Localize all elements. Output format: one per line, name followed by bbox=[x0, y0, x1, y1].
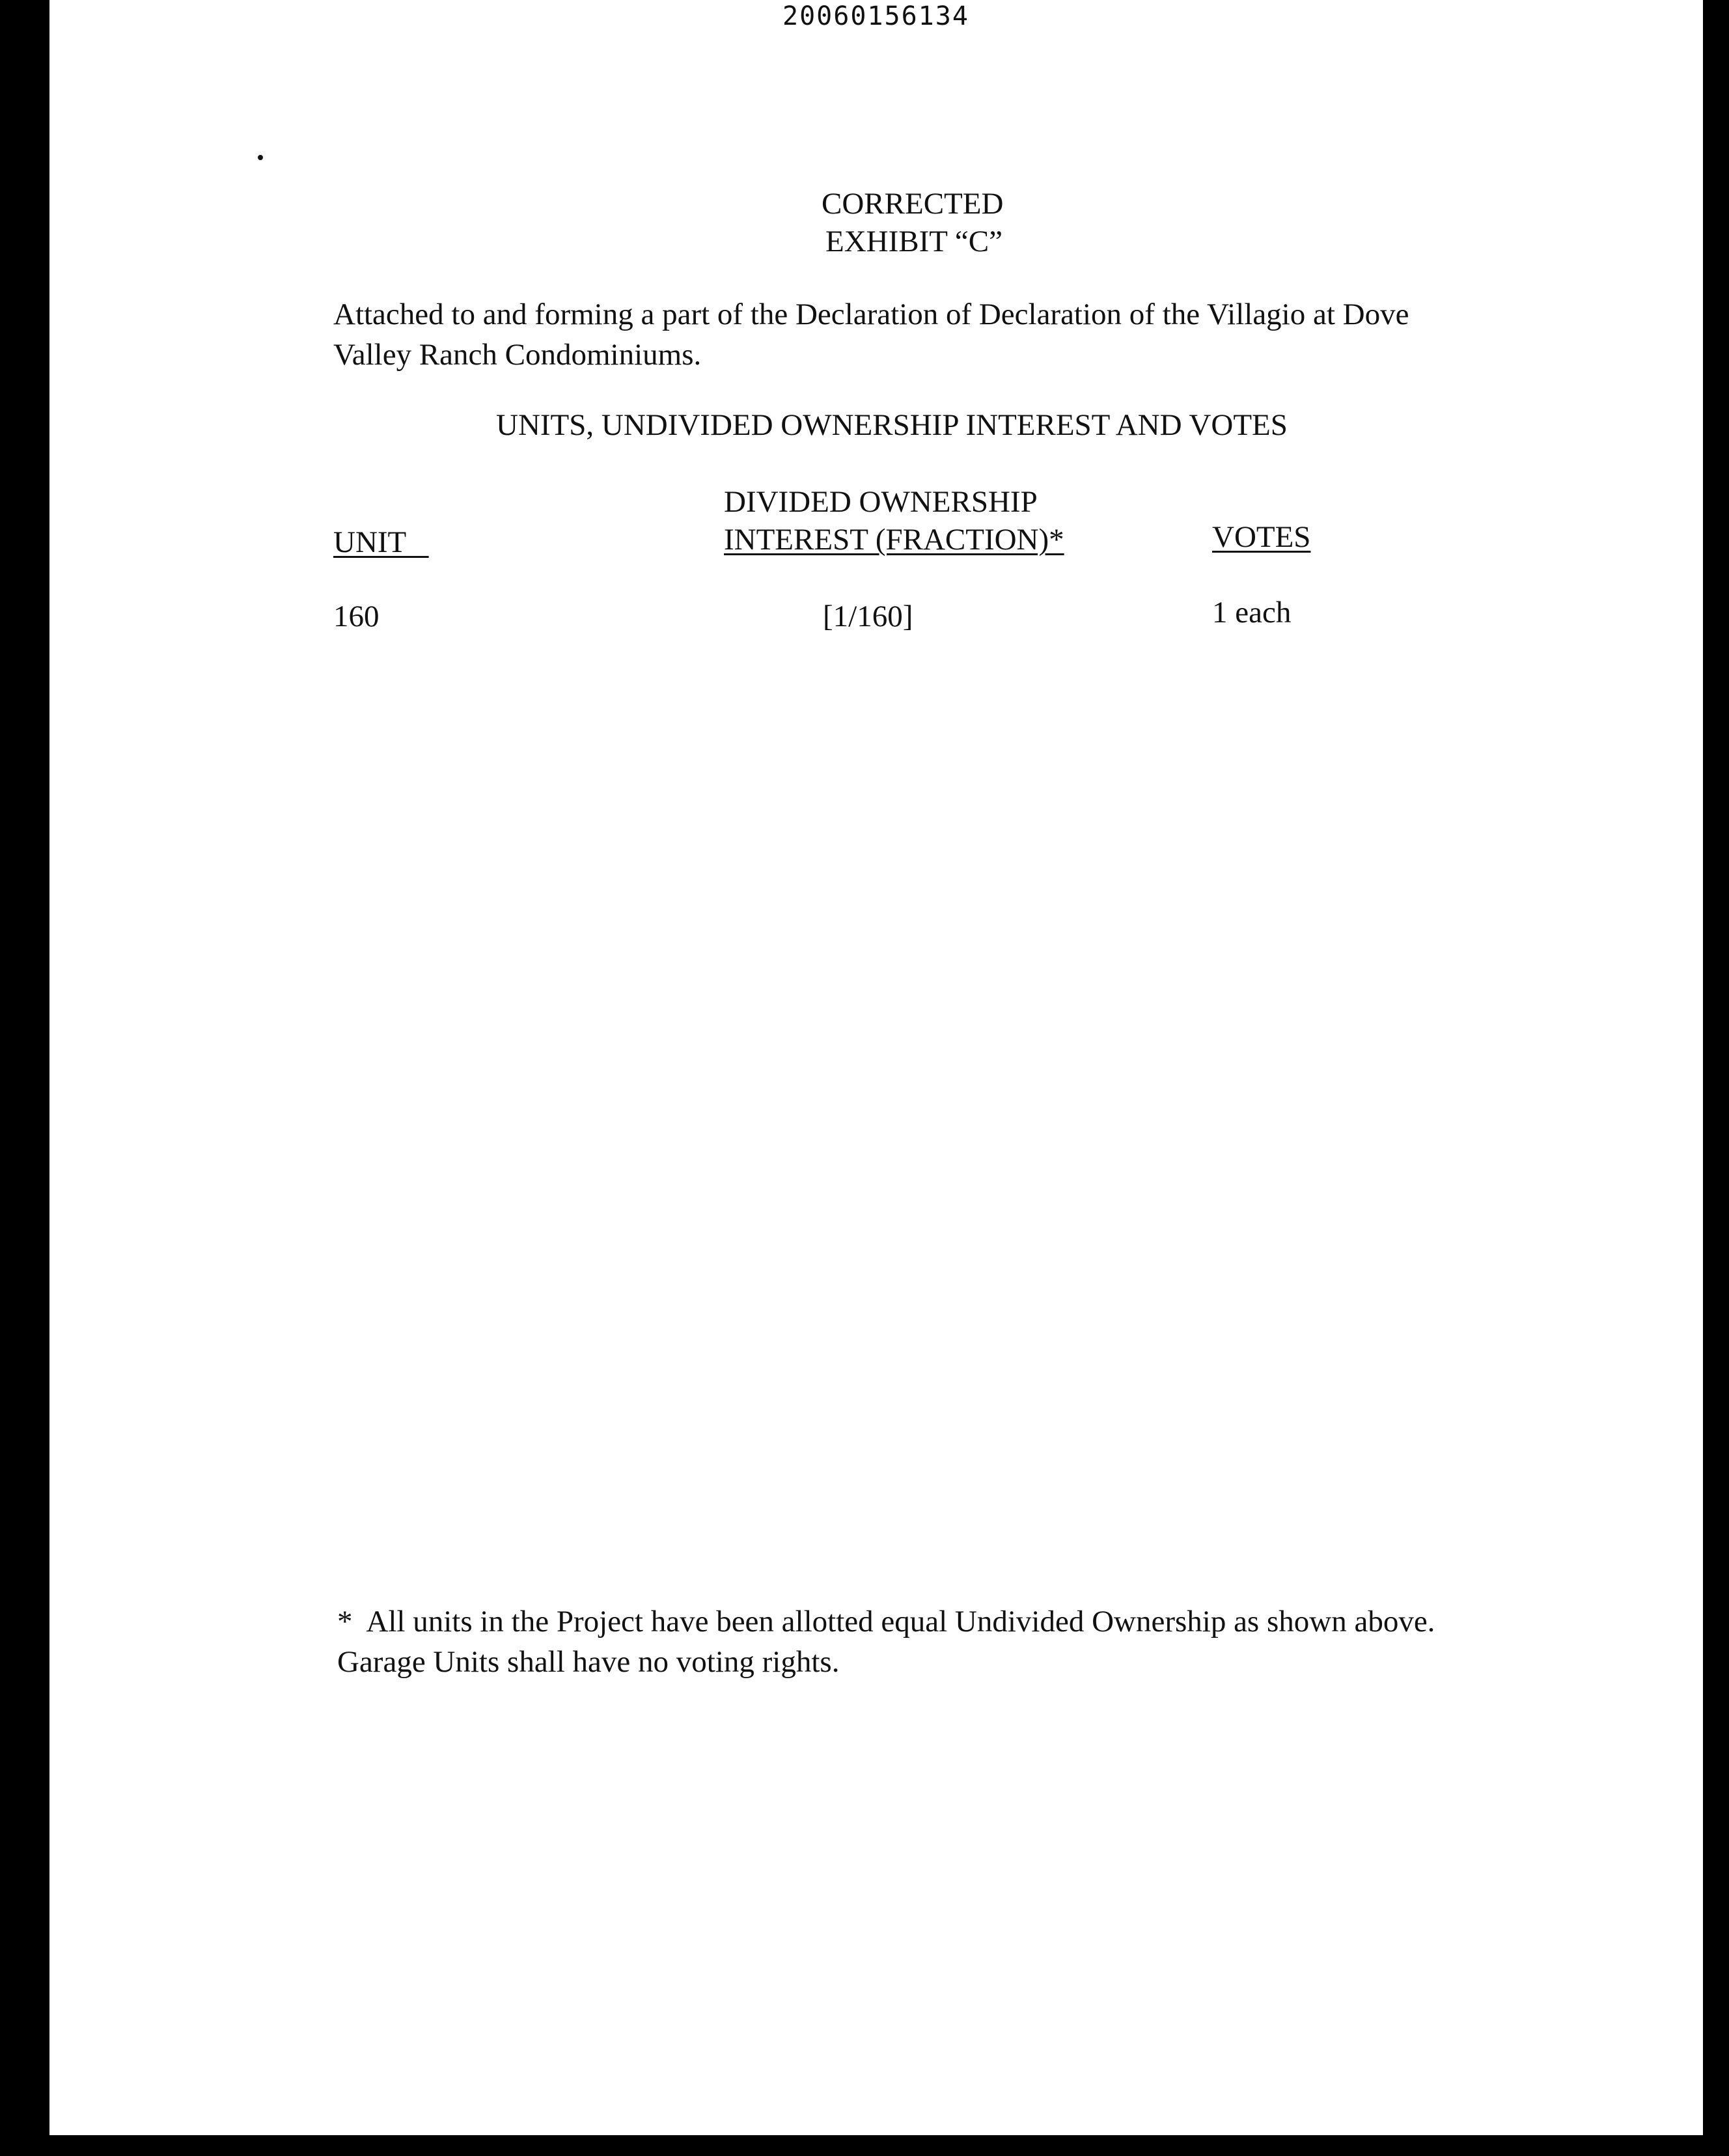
cell-interest: [1/160] bbox=[823, 600, 913, 633]
intro-paragraph-line-2: Valley Ranch Condominiums. bbox=[333, 338, 702, 372]
column-header-unit: UNIT bbox=[333, 525, 429, 559]
column-header-interest-top: DIVIDED OWNERSHIP bbox=[724, 485, 1038, 519]
stray-dot-mark bbox=[258, 155, 263, 160]
column-header-interest: INTEREST (FRACTION)* bbox=[724, 523, 1064, 557]
exhibit-title-corrected: CORRECTED bbox=[822, 187, 1004, 221]
section-heading: UNITS, UNDIVIDED OWNERSHIP INTEREST AND VOTES bbox=[496, 408, 1288, 442]
cell-unit: 160 bbox=[333, 600, 380, 633]
exhibit-title: EXHIBIT “C” bbox=[825, 225, 1003, 258]
document-number: 20060156134 bbox=[782, 1, 969, 31]
column-header-votes: VOTES bbox=[1212, 520, 1311, 554]
footnote-line-1: * All units in the Project have been allotted equal Undivided Ownership as shown above. bbox=[337, 1605, 1435, 1638]
cell-votes: 1 each bbox=[1212, 596, 1292, 629]
footnote-line-2: Garage Units shall have no voting rights. bbox=[337, 1645, 840, 1679]
intro-paragraph-line-1: Attached to and forming a part of the Declaration of Declaration of the Villagio at Dove bbox=[333, 297, 1409, 331]
document-page bbox=[49, 0, 1703, 2135]
